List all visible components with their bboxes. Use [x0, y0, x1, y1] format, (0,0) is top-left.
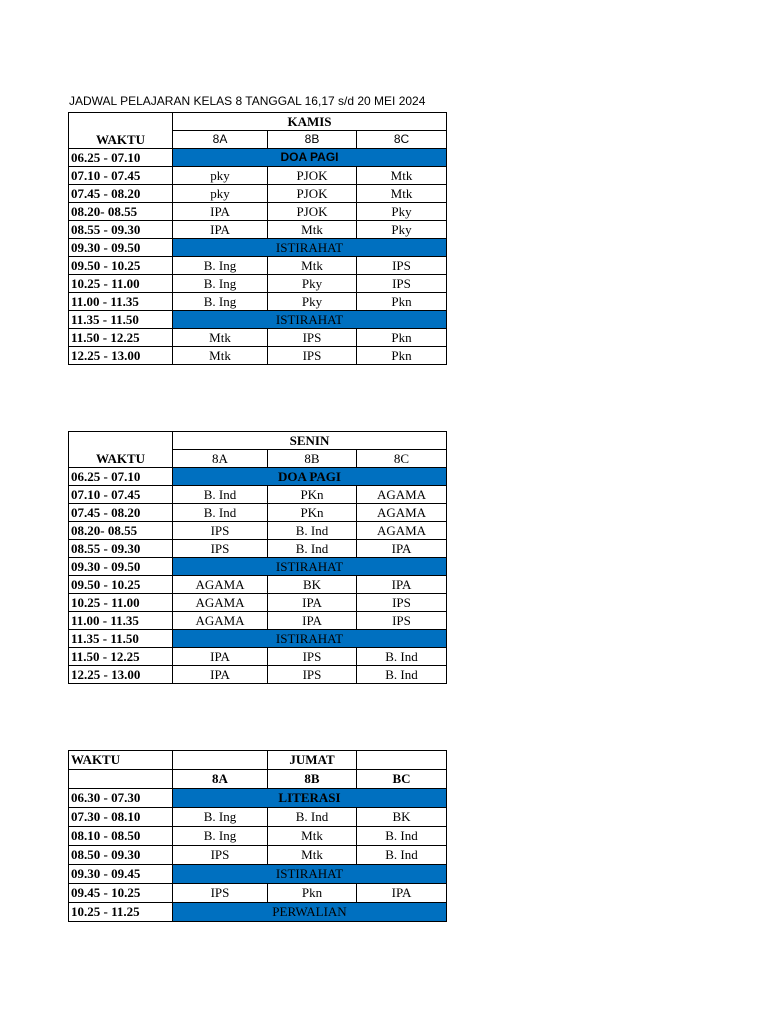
subject-cell: Mtk — [173, 347, 268, 365]
time-cell: 07.45 - 08.20 — [69, 185, 173, 203]
subject-cell: B. Ind — [173, 486, 268, 504]
time-cell: 11.00 - 11.35 — [69, 293, 173, 311]
subject-cell: IPA — [268, 612, 357, 630]
time-cell: 10.25 - 11.00 — [69, 275, 173, 293]
subject-cell: AGAMA — [173, 576, 268, 594]
time-cell: 06.25 - 07.10 — [69, 468, 173, 486]
subject-cell: pky — [173, 167, 268, 185]
time-cell: 11.50 - 12.25 — [69, 648, 173, 666]
time-cell: 06.25 - 07.10 — [69, 149, 173, 167]
time-cell: 11.35 - 11.50 — [69, 630, 173, 648]
day-header-senin: SENIN — [173, 432, 447, 450]
time-cell: 09.30 - 09.50 — [69, 558, 173, 576]
subject-cell: BK — [357, 808, 447, 827]
time-cell: 08.20- 08.55 — [69, 522, 173, 540]
subject-cell: PJOK — [268, 185, 357, 203]
table-row — [69, 827, 447, 846]
subject-cell: Mtk — [268, 257, 357, 275]
subject-cell: B. Ing — [173, 808, 268, 827]
empty-cell — [357, 751, 447, 770]
time-cell: 07.10 - 07.45 — [69, 486, 173, 504]
subject-cell: Mtk — [268, 221, 357, 239]
time-cell: 07.10 - 07.45 — [69, 167, 173, 185]
table-row — [69, 257, 447, 275]
day-header-jumat: JUMAT — [268, 751, 357, 770]
subject-cell: Pky — [268, 275, 357, 293]
time-cell: 11.35 - 11.50 — [69, 311, 173, 329]
time-cell: 08.20- 08.55 — [69, 203, 173, 221]
time-cell: 11.50 - 12.25 — [69, 329, 173, 347]
subject-cell: B. Ing — [173, 827, 268, 846]
class-header: 8B — [268, 770, 357, 789]
class-header: BC — [357, 770, 447, 789]
band-literasi: LITERASI — [173, 789, 447, 808]
subject-cell: IPA — [268, 594, 357, 612]
kamis-schedule-table — [68, 112, 447, 365]
class-header: 8C — [357, 450, 447, 468]
table-row — [69, 311, 447, 329]
subject-cell: IPS — [268, 329, 357, 347]
subject-cell: B. Ind — [357, 846, 447, 865]
subject-cell: Pkn — [357, 347, 447, 365]
band-istirahat: ISTIRAHAT — [173, 558, 447, 576]
subject-cell: IPS — [357, 594, 447, 612]
subject-cell: B. Ind — [173, 504, 268, 522]
table-row — [69, 648, 447, 666]
subject-cell: B. Ing — [173, 275, 268, 293]
table-row — [69, 558, 447, 576]
table-row — [69, 522, 447, 540]
time-cell: 08.10 - 08.50 — [69, 827, 173, 846]
class-header: 8B — [268, 131, 357, 149]
subject-cell: IPA — [173, 221, 268, 239]
class-header: 8B — [268, 450, 357, 468]
table-row — [69, 666, 447, 684]
time-cell: 09.30 - 09.50 — [69, 239, 173, 257]
subject-cell: Mtk — [357, 167, 447, 185]
band-istirahat: ISTIRAHAT — [173, 865, 447, 884]
class-header: 8A — [173, 450, 268, 468]
time-cell: 07.45 - 08.20 — [69, 504, 173, 522]
subject-cell: Mtk — [173, 329, 268, 347]
time-cell: 12.25 - 13.00 — [69, 347, 173, 365]
table-row — [69, 203, 447, 221]
table-row — [69, 540, 447, 558]
class-header: 8C — [357, 131, 447, 149]
empty-cell — [173, 751, 268, 770]
subject-cell: IPA — [173, 648, 268, 666]
subject-cell: IPS — [268, 347, 357, 365]
table-row — [69, 789, 447, 808]
subject-cell: IPA — [173, 203, 268, 221]
subject-cell: Pky — [357, 203, 447, 221]
subject-cell: IPA — [357, 884, 447, 903]
subject-cell: IPS — [173, 884, 268, 903]
waktu-header: WAKTU — [69, 751, 173, 770]
subject-cell: IPS — [268, 666, 357, 684]
time-cell: 09.45 - 10.25 — [69, 884, 173, 903]
time-cell: 08.55 - 09.30 — [69, 221, 173, 239]
table-row — [69, 167, 447, 185]
subject-cell: AGAMA — [173, 594, 268, 612]
subject-cell: B. Ind — [357, 827, 447, 846]
subject-cell: IPS — [357, 612, 447, 630]
day-header-kamis: KAMIS — [173, 113, 447, 131]
subject-cell: IPA — [173, 666, 268, 684]
subject-cell: IPS — [173, 540, 268, 558]
subject-cell: Mtk — [357, 185, 447, 203]
subject-cell: pky — [173, 185, 268, 203]
time-cell: 08.50 - 09.30 — [69, 846, 173, 865]
table-row — [69, 884, 447, 903]
subject-cell: B. Ind — [268, 808, 357, 827]
subject-cell: Pkn — [268, 884, 357, 903]
subject-cell: PJOK — [268, 203, 357, 221]
subject-cell: AGAMA — [357, 522, 447, 540]
subject-cell: IPA — [357, 576, 447, 594]
time-cell: 08.55 - 09.30 — [69, 540, 173, 558]
subject-cell: PKn — [268, 504, 357, 522]
time-cell: 12.25 - 13.00 — [69, 666, 173, 684]
table-row — [69, 630, 447, 648]
subject-cell: PJOK — [268, 167, 357, 185]
subject-cell: IPS — [173, 846, 268, 865]
table-row — [69, 347, 447, 365]
subject-cell: B. Ing — [173, 293, 268, 311]
table-row — [69, 486, 447, 504]
table-row — [69, 576, 447, 594]
subject-cell: B. Ind — [268, 540, 357, 558]
subject-cell: Pky — [268, 293, 357, 311]
time-cell: 10.25 - 11.25 — [69, 903, 173, 922]
table-row — [69, 275, 447, 293]
table-row — [69, 221, 447, 239]
subject-cell: AGAMA — [173, 612, 268, 630]
table-row — [69, 239, 447, 257]
table-row — [69, 504, 447, 522]
subject-cell: B. Ind — [357, 648, 447, 666]
empty-cell — [69, 770, 173, 789]
subject-cell: IPS — [268, 648, 357, 666]
subject-cell: Pkn — [357, 293, 447, 311]
table-row — [69, 329, 447, 347]
table-row — [69, 149, 447, 167]
table-row — [69, 293, 447, 311]
subject-cell: Pkn — [357, 329, 447, 347]
band-istirahat: ISTIRAHAT — [173, 311, 447, 329]
class-header: 8A — [173, 131, 268, 149]
table-row — [69, 468, 447, 486]
subject-cell: AGAMA — [357, 504, 447, 522]
band-istirahat: ISTIRAHAT — [173, 630, 447, 648]
subject-cell: B. Ing — [173, 257, 268, 275]
table-row — [69, 865, 447, 884]
time-cell: 09.30 - 09.45 — [69, 865, 173, 884]
band-doa-pagi: DOA PAGI — [173, 149, 447, 167]
band-perwalian: PERWALIAN — [173, 903, 447, 922]
subject-cell: Mtk — [268, 827, 357, 846]
table-row — [69, 612, 447, 630]
waktu-header: WAKTU — [69, 432, 173, 468]
subject-cell: PKn — [268, 486, 357, 504]
table-row — [69, 594, 447, 612]
time-cell: 10.25 - 11.00 — [69, 594, 173, 612]
subject-cell: IPA — [357, 540, 447, 558]
time-cell: 09.50 - 10.25 — [69, 576, 173, 594]
band-istirahat: ISTIRAHAT — [173, 239, 447, 257]
table-row — [69, 846, 447, 865]
senin-schedule-table — [68, 431, 447, 684]
subject-cell: BK — [268, 576, 357, 594]
class-header: 8A — [173, 770, 268, 789]
table-row — [69, 185, 447, 203]
subject-cell: Pky — [357, 221, 447, 239]
time-cell: 09.50 - 10.25 — [69, 257, 173, 275]
time-cell: 06.30 - 07.30 — [69, 789, 173, 808]
band-doa-pagi: DOA PAGI — [173, 468, 447, 486]
table-row — [69, 808, 447, 827]
table-row — [69, 903, 447, 922]
subject-cell: IPS — [357, 275, 447, 293]
subject-cell: B. Ind — [268, 522, 357, 540]
time-cell: 11.00 - 11.35 — [69, 612, 173, 630]
time-cell: 07.30 - 08.10 — [69, 808, 173, 827]
jumat-schedule-table — [68, 750, 447, 922]
subject-cell: IPS — [173, 522, 268, 540]
schedule-title: JADWAL PELAJARAN KELAS 8 TANGGAL 16,17 s/d 20 MEI 2024 — [69, 94, 426, 108]
subject-cell: B. Ind — [357, 666, 447, 684]
subject-cell: Mtk — [268, 846, 357, 865]
waktu-header: WAKTU — [69, 113, 173, 149]
subject-cell: AGAMA — [357, 486, 447, 504]
subject-cell: IPS — [357, 257, 447, 275]
